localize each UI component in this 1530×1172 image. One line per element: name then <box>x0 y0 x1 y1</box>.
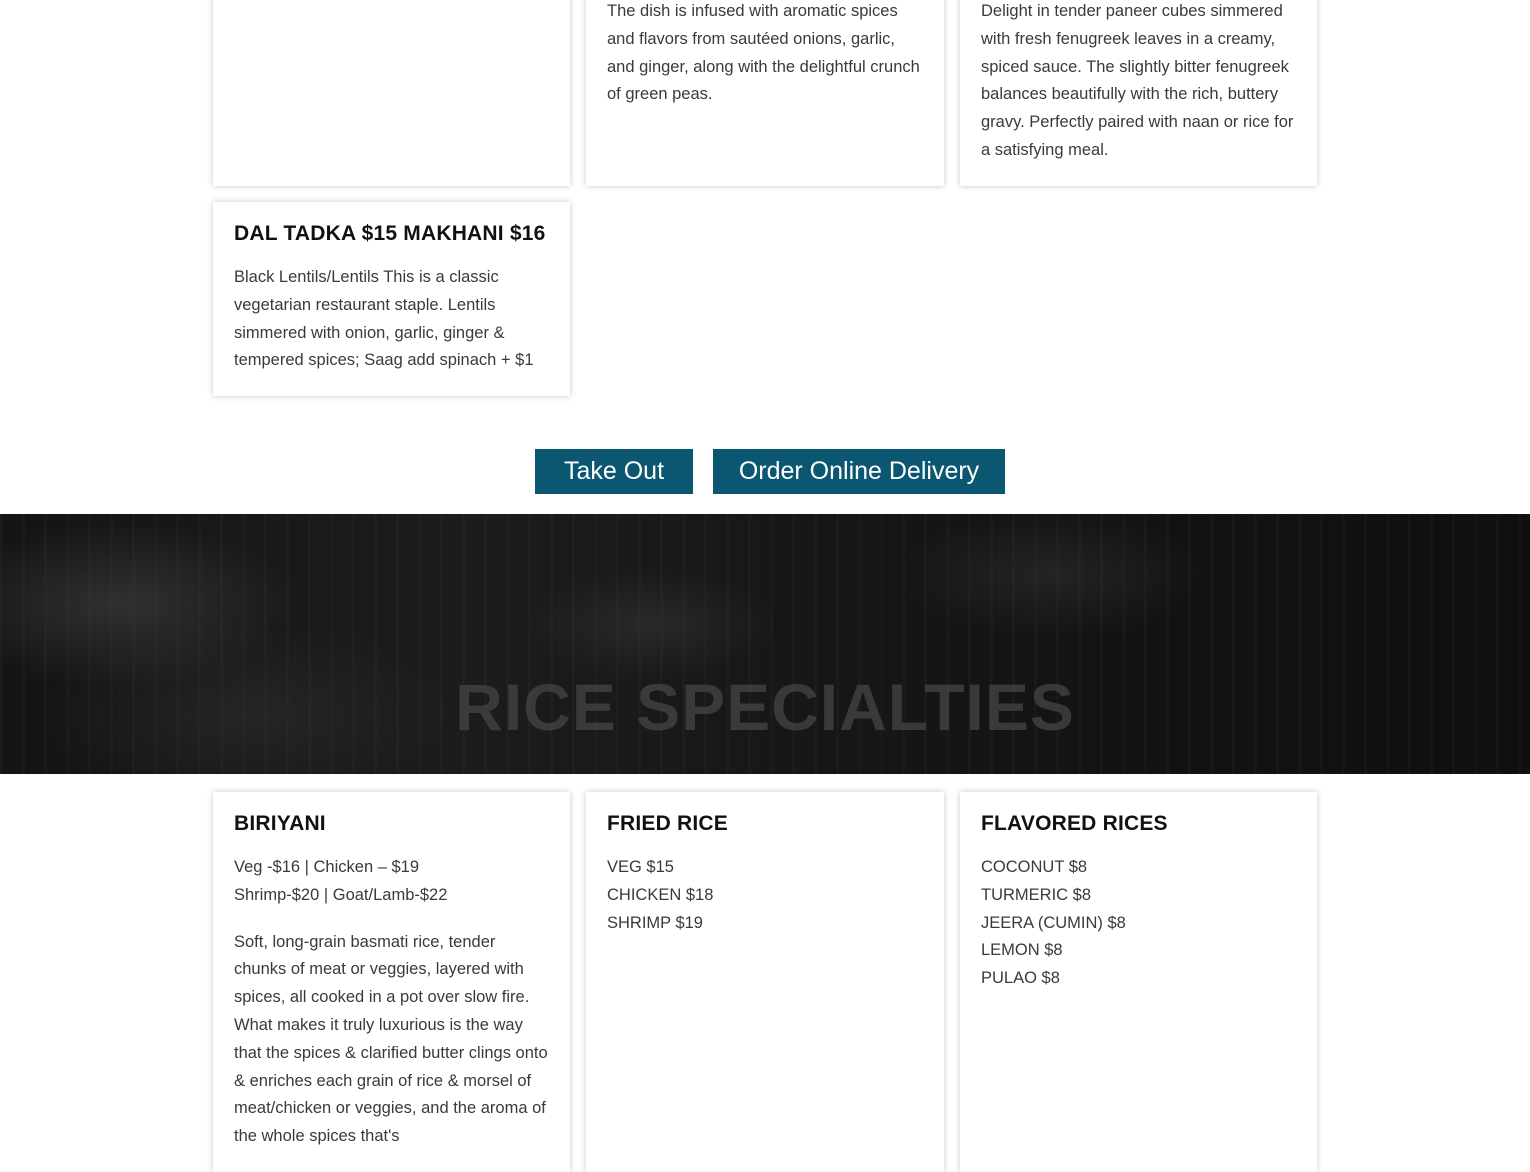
menu-card-dal <box>213 202 570 396</box>
menu-card-top-middle <box>586 0 944 186</box>
price-line: Veg -$16 | Chicken – $19 <box>234 858 419 876</box>
take-out-button[interactable]: Take Out <box>535 449 693 494</box>
card-title: FLAVORED RICES <box>981 812 1168 835</box>
price-item: VEG $15 <box>607 858 674 876</box>
menu-card-top-left <box>213 0 570 186</box>
price-item: COCONUT $8 <box>981 858 1088 876</box>
menu-card-fried-rice <box>586 792 944 1172</box>
price-item: CHICKEN $18 <box>607 885 714 904</box>
rice-specialties-banner <box>0 514 1530 774</box>
card-title: BIRIYANI <box>234 812 326 835</box>
price-item: TURMERIC $8 <box>981 885 1092 904</box>
card-title: DAL TADKA $15 MAKHANI $16 <box>234 222 546 245</box>
menu-card-flavored-rices <box>960 792 1317 1172</box>
price-item: SHRIMP $19 <box>607 913 703 932</box>
menu-card-biriyani <box>213 792 570 1172</box>
price-list <box>981 854 1296 993</box>
price-item: JEERA (CUMIN) $8 <box>981 913 1126 932</box>
section-title: RICE SPECIALTIES <box>455 670 1075 744</box>
price-list <box>607 854 923 937</box>
price-item: PULAO $8 <box>981 969 1060 988</box>
order-online-delivery-button[interactable]: Order Online Delivery <box>713 449 1005 494</box>
card-description: Delight in tender paneer cubes simmered with fresh fenugreek leaves in a creamy, spiced sauce. The slightly bitter fenugreek balances beautifully with the rich, buttery gravy. Perfectly paired with naan or rice for a satisfying meal. <box>981 2 1294 159</box>
card-description: The dish is infused with aromatic spices and flavors from sautéed onions, garlic, and ginger, along with the delightful crunch of green peas. <box>607 2 920 104</box>
price-item: LEMON $8 <box>981 941 1063 960</box>
price-line: Shrimp-$20 | Goat/Lamb-$22 <box>234 885 448 904</box>
card-title: FRIED RICE <box>607 812 729 835</box>
menu-card-top-right <box>960 0 1317 186</box>
card-description: Black Lentils/Lentils This is a classic vegetarian restaurant staple. Lentils simmered with onion, garlic, ginger & tempered spices; Saag add spinach + $1 <box>234 268 534 370</box>
price-list <box>234 854 549 910</box>
card-description: Soft, long-grain basmati rice, tender chunks of meat or veggies, layered with spices, all cooked in a pot over slow fire. What makes it truly luxurious is the way that the spices & clarified butter clings onto & enriches each grain of rice & morsel of meat/chicken or veggies, and the aroma of the whole spices that's <box>234 932 548 1146</box>
